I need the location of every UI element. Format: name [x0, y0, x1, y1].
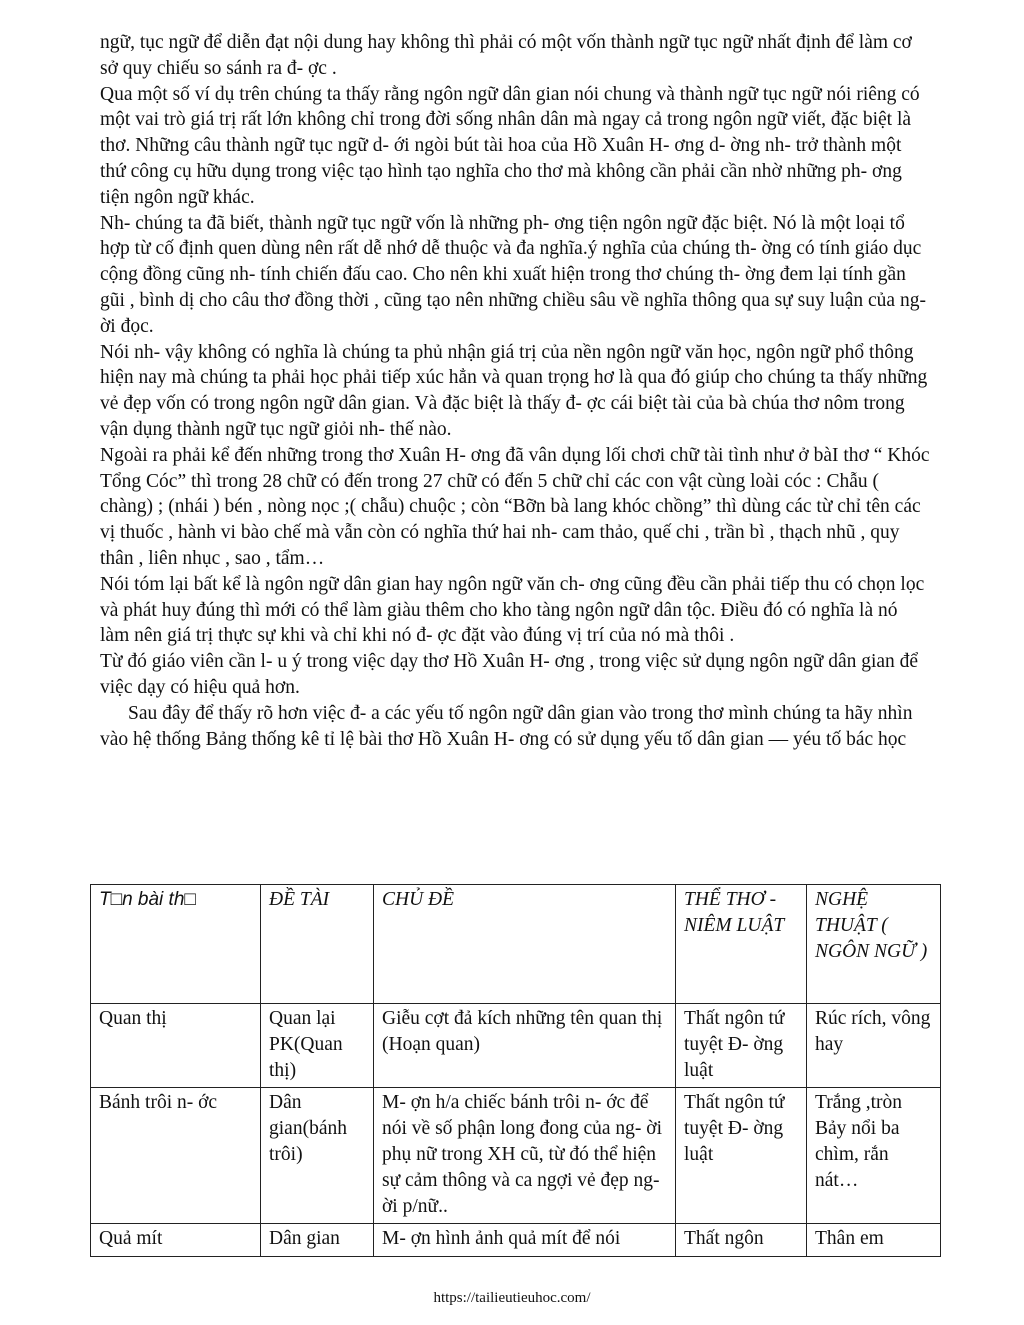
header-theme: CHỦ ĐỀ — [374, 885, 676, 1004]
header-subject: ĐỀ TÀI — [261, 885, 374, 1004]
cell-theme: Giễu cợt đả kích những tên quan thị (Hoạn quan) — [374, 1004, 676, 1088]
paragraph-3: Nh- chúng ta đã biết, thành ngữ tục ngữ vốn là những ph- ơng tiện ngôn ngữ đặc biệt. Nó là một loại tổ hợp từ cố định quen dùng nên rất dễ nhớ dễ thuộc và đa nghĩa.ý nghĩa của chúng th- ờng có tính giáo dục cộng đồng cũng nh- tính chiến đấu cao. Cho nên khi xuất hiện trong thơ chúng th- ờng đem lại tính gần gũi , bình dị cho câu thơ đồng thời , cũng tạo nên những chiều sâu về nghĩa thông qua sự suy luận của ng- ời đọc. — [100, 212, 926, 337]
header-art: NGHỆ THUẬT ( NGÔN NGỮ ) — [807, 885, 941, 1004]
cell-art: Trắng ,tròn Bảy nổi ba chìm, rắn nát… — [807, 1088, 941, 1224]
table-row — [91, 1224, 941, 1257]
header-poem-name: T□n bài th□ — [91, 885, 261, 1004]
cell-poem-name: Quả mít — [91, 1224, 261, 1257]
cell-poem-name: Bánh trôi n- ớc — [91, 1088, 261, 1224]
table-row — [91, 1088, 941, 1224]
cell-theme: M- ợn h/a chiếc bánh trôi n- ớc để nói về số phận long đong của ng- ời phụ nữ trong XH cũ, từ đó thể hiện sự cảm thông và ca ngợi vẻ đẹp ng- ời p/nữ.. — [374, 1088, 676, 1224]
table-header-row — [91, 885, 941, 1004]
paragraph-7: Từ đó giáo viên cần l- u ý trong việc dạy thơ Hồ Xuân H- ơng , trong việc sử dụng ngôn ngữ dân gian để việc dạy có hiệu quả hơn. — [100, 651, 919, 698]
cell-poem-form: Thất ngôn — [676, 1224, 807, 1257]
cell-poem-form: Thất ngôn tứ tuyệt Đ- ờng luật — [676, 1088, 807, 1224]
cell-poem-name: Quan thị — [91, 1004, 261, 1088]
paragraph-4: Nói nh- vậy không có nghĩa là chúng ta phủ nhận giá trị của nền ngôn ngữ văn học, ngôn ngữ phổ thông hiện nay mà chúng ta phải học phải tiếp xúc hẳn và quan trọng hơ là qua đó giúp cho chúng ta thấy những vẻ đẹp vốn có trong ngôn ngữ dân gian. Và đặc biệt là thấy đ- ợc cái biệt tài của bà chúa thơ nôm trong vận dụng thành ngữ tục ngữ giỏi nh- thế nào. — [100, 341, 928, 440]
paragraph-8: Sau đây để thấy rõ hơn việc đ- a các yếu tố ngôn ngữ dân gian vào trong thơ mình chúng ta hãy nhìn vào hệ thống Bảng thống kê tỉ lệ bài thơ Hồ Xuân H- ơng có sử dụng yếu tố dân gian — yéu tố bác học — [100, 702, 913, 750]
poem-statistics-table — [90, 884, 941, 1257]
cell-poem-form: Thất ngôn tứ tuyệt Đ- ờng luật — [676, 1004, 807, 1088]
cell-subject: Dân gian — [261, 1224, 374, 1257]
header-poem-form: THỂ THƠ - NIÊM LUẬT — [676, 885, 807, 1004]
cell-theme: M- ợn hình ảnh quả mít để nói — [374, 1224, 676, 1257]
cell-art: Rúc rích, vông hay — [807, 1004, 941, 1088]
paragraph-1: ngữ, tục ngữ để diễn đạt nội dung hay không thì phải có một vốn thành ngữ tục ngữ nhất định để làm cơ sở quy chiếu so sánh ra đ- ợc . — [100, 32, 912, 79]
footer-url: https://tailieutieuhoc.com/ — [433, 1290, 591, 1306]
table-row — [91, 1004, 941, 1088]
cell-subject: Quan lại PK(Quan thị) — [261, 1004, 374, 1088]
cell-subject: Dân gian(bánh trôi) — [261, 1088, 374, 1224]
paragraph-6: Nói tóm lại bất kể là ngôn ngữ dân gian hay ngôn ngữ văn ch- ơng cũng đều cần phải tiếp thu có chọn lọc và phát huy đúng thì mới có thể làm giàu thêm cho kho tàng ngôn ngữ dân tộc. Điều đó có nghĩa là nó làm nên giá trị thực sự khi và chỉ khi nó đ- ợc đặt vào đúng vị trí của nó mà thôi . — [100, 573, 925, 647]
cell-art: Thân em — [807, 1224, 941, 1257]
document-body — [100, 30, 930, 752]
paragraph-2: Qua một số ví dụ trên chúng ta thấy rằng ngôn ngữ dân gian nói chung và thành ngữ tục ngữ nói riêng có một vai trò giá trị rất lớn không chỉ trong đời sống nhân dân mà ngay cả trong ngôn ngữ viết, đặc biệt là thơ. Những câu thành ngữ tục ngữ d- ới ngòi bút tài hoa của Hồ Xuân H- ơng d- ờng nh- trở thành một thứ công cụ hữu dụng trong việc tạo hình tạo nghĩa cho thơ mà không cần phải cần nhờ những ph- ơng tiện ngôn ngữ khác. — [100, 83, 920, 208]
paragraph-5: Ngoài ra phải kể đến những trong thơ Xuân H- ơng đã vân dụng lối chơi chữ tài tình như ở bàI thơ “ Khóc Tổng Cóc” thì trong 28 chữ có đến trong 27 chữ có đến 5 chữ chỉ các con vật cùng loài cóc : Chẫu ( chàng) ; (nhái ) bén , nòng nọc ;( chẫu) chuộc ; còn “Bỡn bà lang khóc chồng” thì dùng các từ chỉ tên các vị thuốc , hành vi bào chế mà vẫn còn có nghĩa thứ hai nh- cam thảo, quế chi , trần bì , thạch nhũ , quy thân , liên nhục , sao , tẩm… — [100, 444, 930, 569]
